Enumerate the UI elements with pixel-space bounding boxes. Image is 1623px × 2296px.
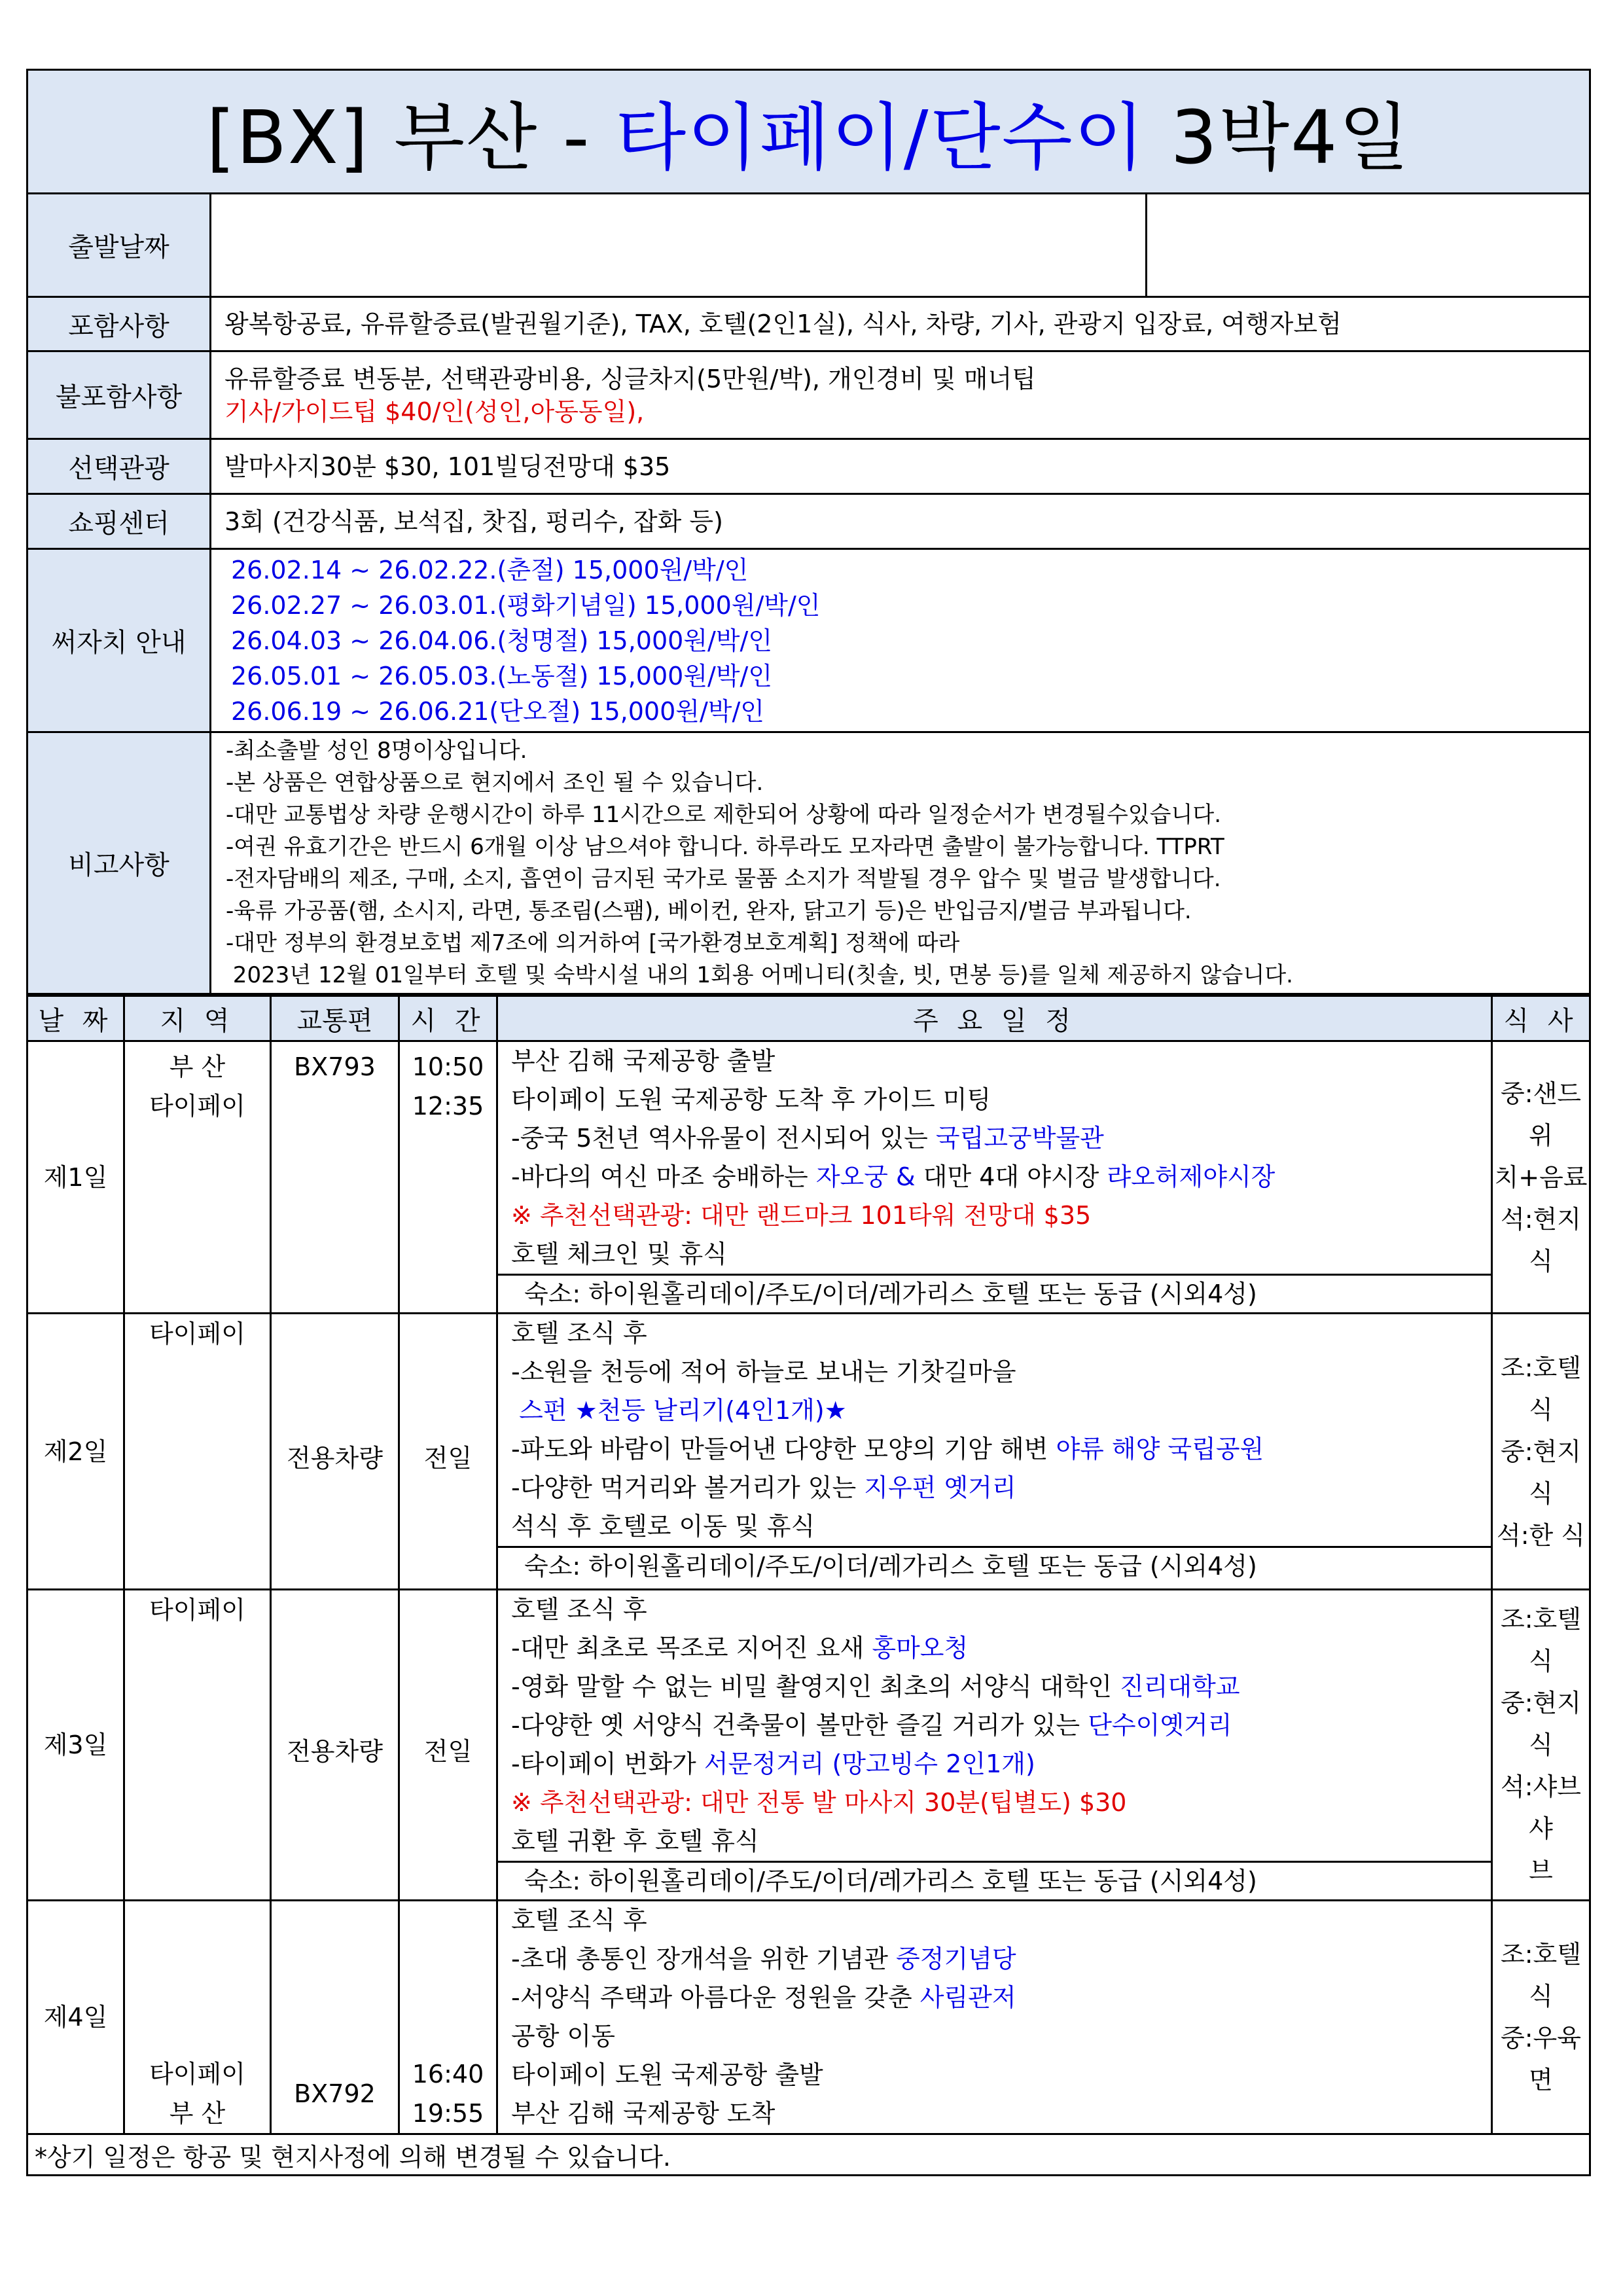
itinerary-line — [511, 1784, 1491, 1822]
itinerary-line — [511, 2094, 1491, 2133]
itinerary-text: -타이페이 번화가 — [511, 1749, 704, 1778]
hotel-info: 숙소: 하이원홀리데이/주도/이더/레가리스 호텔 또는 동급 (시외4성) — [498, 1546, 1491, 1585]
header-time: 시 간 — [399, 996, 497, 1041]
itinerary-text: 자오궁 & — [815, 1162, 916, 1191]
departure-label: 출발날짜 — [27, 194, 211, 297]
optional-tour-value: 발마사지30분 $30, 101빌딩전망대 $35 — [211, 439, 1590, 494]
itinerary-text: -바다의 여신 마조 숭배하는 — [511, 1162, 816, 1191]
footer-note: *상기 일정은 항공 및 현지사정에 의해 변경될 수 있습니다. — [27, 2134, 1590, 2176]
itinerary-line — [511, 1745, 1491, 1784]
itinerary-text: -다양한 옛 서양식 건축물이 볼만한 즐길 거리가 있는 — [511, 1711, 1088, 1740]
itinerary-text: 야류 해양 국립공원 — [1056, 1435, 1264, 1463]
header-itinerary: 주 요 일 정 — [497, 996, 1492, 1041]
title-prefix: [BX] 부산 - — [206, 95, 615, 181]
hotel-info: 숙소: 하이원홀리데이/주도/이더/레가리스 호텔 또는 동급 (시외4성) — [498, 1861, 1491, 1899]
itinerary-line — [511, 1119, 1491, 1158]
schedule-header — [27, 996, 1590, 1041]
day-region: 타이페이 — [124, 1314, 271, 1590]
included-value: 왕복항공료, 유류할증료(발권월기준), TAX, 호텔(2인1실), 식사, 차량, 기사, 관광지 입장료, 여행자보험 — [211, 297, 1590, 351]
itinerary-line — [511, 1822, 1491, 1861]
day-row — [27, 1901, 1590, 2134]
excluded-label: 불포함사항 — [27, 351, 211, 439]
itinerary-line — [511, 1590, 1491, 1629]
itinerary-line — [511, 1235, 1491, 1274]
itinerary-line — [511, 1469, 1491, 1507]
itinerary-text: 석식 후 호텔로 이동 및 휴식 — [511, 1512, 815, 1541]
remark-item: 2023년 12월 01일부터 호텔 및 숙박시설 내의 1회용 어메니티(칫솔, 빗, 면봉 등)를 일체 제공하지 않습니다. — [226, 961, 1293, 988]
day-itinerary — [497, 1041, 1492, 1314]
itinerary-text: 국립고궁박물관 — [935, 1124, 1104, 1153]
day-meal: 조:호텔식 중:현지식 석:한 식 — [1492, 1314, 1590, 1590]
excluded-value — [211, 351, 1590, 439]
surcharge-item: 26.02.14 ~ 26.02.22.(춘절) 15,000원/박/인 — [231, 555, 749, 584]
surcharge-item: 26.04.03 ~ 26.04.06.(청명절) 15,000원/박/인 — [231, 626, 773, 655]
header-region: 지 역 — [124, 996, 271, 1041]
surcharge-item: 26.02.27 ~ 26.03.01.(평화기념일) 15,000원/박/인 — [231, 590, 821, 620]
itinerary-line — [511, 1158, 1491, 1196]
day-region: 타이페이 부 산 — [124, 1901, 271, 2134]
itinerary-text: 홍마오청 — [872, 1634, 969, 1662]
itinerary-lines — [498, 1590, 1491, 1861]
day-itinerary — [497, 1590, 1492, 1901]
itinerary-line — [511, 1668, 1491, 1706]
day-row — [27, 1314, 1590, 1590]
remarks-list — [211, 732, 1590, 994]
day-meal: 조:호텔식 중:우육면 — [1492, 1901, 1590, 2134]
itinerary-text: 호텔 조식 후 — [511, 1595, 647, 1624]
itinerary-text: -초대 총통인 장개석을 위한 기념관 — [511, 1945, 897, 1973]
day-meal: 조:호텔식 중:현지식 석:샤브샤 브 — [1492, 1590, 1590, 1901]
excluded-tip-line: 기사/가이드팁 $40/인(성인,아동동일), — [224, 397, 645, 426]
title-highlight: 타이페이/단수이 — [615, 95, 1147, 181]
header-date: 날 짜 — [27, 996, 124, 1041]
itinerary-line — [511, 1979, 1491, 2017]
itinerary-text: -중국 5천년 역사유물이 전시되어 있는 — [511, 1124, 936, 1153]
day-row — [27, 1041, 1590, 1314]
remark-item: -최소출발 성인 8명이상입니다. — [226, 737, 527, 764]
day-time: 전일 — [399, 1590, 497, 1901]
itinerary-line — [511, 1430, 1491, 1469]
itinerary-text: -대만 최초로 목조로 지어진 요새 — [511, 1634, 872, 1662]
title-suffix: 3박4일 — [1146, 95, 1411, 181]
itinerary-text: 타이페이 도원 국제공항 출발 — [511, 2060, 823, 2089]
shopping-label: 쇼핑센터 — [27, 494, 211, 549]
header-meal: 식 사 — [1492, 996, 1590, 1041]
itinerary-line — [511, 1629, 1491, 1668]
day-transport: BX792 — [271, 1901, 399, 2134]
day-time: 전일 — [399, 1314, 497, 1590]
day-transport: 전용차량 — [271, 1590, 399, 1901]
itinerary-text: 호텔 조식 후 — [511, 1319, 647, 1348]
itinerary-line — [511, 1081, 1491, 1119]
itinerary-line — [511, 2017, 1491, 2056]
itinerary-text: 타이페이 도원 국제공항 도착 후 가이드 미팅 — [511, 1085, 991, 1114]
info-table — [26, 69, 1591, 995]
itinerary-text: 랴오허제야시장 — [1107, 1162, 1275, 1191]
itinerary-lines — [498, 1042, 1491, 1274]
itinerary-lines — [498, 1314, 1491, 1546]
day-itinerary — [497, 1901, 1492, 2134]
remark-item: -대만 교통법상 차량 운행시간이 하루 11시간으로 제한되어 상황에 따라 일정순서가 변경될수있습니다. — [226, 801, 1222, 828]
day-transport: BX793 — [271, 1041, 399, 1314]
itinerary-text: -서양식 주택과 아름다운 정원을 갖춘 — [511, 1983, 920, 2012]
itinerary-line — [511, 1353, 1491, 1391]
surcharge-item: 26.05.01 ~ 26.05.03.(노동절) 15,000원/박/인 — [231, 661, 773, 691]
itinerary-text: -소원을 천등에 적어 하늘로 보내는 기찻길마을 — [511, 1357, 1016, 1386]
surcharge-label: 써자치 안내 — [27, 549, 211, 732]
day-region: 타이페이 — [124, 1590, 271, 1901]
remarks-label: 비고사항 — [27, 732, 211, 994]
itinerary-text: 스펀 ★천등 날리기(4인1개)★ — [511, 1396, 847, 1425]
itinerary-text: 호텔 조식 후 — [511, 1906, 647, 1935]
itinerary-line — [511, 1196, 1491, 1235]
itinerary-line — [511, 1507, 1491, 1546]
day-label: 제2일 — [27, 1314, 124, 1590]
day-rows — [27, 1041, 1590, 2134]
page-title — [27, 70, 1590, 194]
itinerary-text: ※ 추천선택관광: 대만 전통 발 마사지 30분(팁별도) $30 — [511, 1788, 1127, 1817]
itinerary-line — [511, 1314, 1491, 1353]
day-meal: 중:샌드위 치+음료 석:현지식 — [1492, 1041, 1590, 1314]
itinerary-text: 사림관저 — [919, 1983, 1016, 2012]
itinerary-line — [511, 1901, 1491, 1940]
day-transport: 전용차량 — [271, 1314, 399, 1590]
remark-item: -전자담배의 제조, 구매, 소지, 흡연이 금지된 국가로 물품 소지가 적발될 경우 압수 및 벌금 발생합니다. — [226, 865, 1221, 892]
itinerary-line — [511, 2056, 1491, 2094]
day-itinerary — [497, 1314, 1492, 1590]
included-label: 포함사항 — [27, 297, 211, 351]
itinerary-text: 부산 김해 국제공항 출발 — [511, 1047, 776, 1075]
itinerary-line — [511, 1706, 1491, 1745]
departure-date-field[interactable] — [211, 194, 1147, 297]
itinerary-line — [511, 1940, 1491, 1979]
optional-tour-label: 선택관광 — [27, 439, 211, 494]
schedule-table — [26, 995, 1591, 2176]
itinerary-text: -다양한 먹거리와 볼거리가 있는 — [511, 1473, 865, 1502]
itinerary-lines — [498, 1901, 1491, 2133]
remark-item: -여권 유효기간은 반드시 6개월 이상 남으셔야 합니다. 하루라도 모자라면 출발이 불가능합니다. TTPRT — [226, 833, 1224, 860]
itinerary-text: ※ 추천선택관광: 대만 랜드마크 101타워 전망대 $35 — [511, 1201, 1092, 1230]
itinerary-text: 단수이옛거리 — [1088, 1711, 1232, 1740]
itinerary-text: 호텔 체크인 및 휴식 — [511, 1240, 727, 1268]
shopping-value: 3회 (건강식품, 보석집, 찻집, 펑리수, 잡화 등) — [211, 494, 1590, 549]
itinerary-text: 지우펀 옛거리 — [864, 1473, 1016, 1502]
itinerary-text: 진리대학교 — [1120, 1672, 1240, 1701]
day-row — [27, 1590, 1590, 1901]
itinerary-text: 중정기념당 — [896, 1945, 1016, 1973]
remark-item: -육류 가공품(햄, 소시지, 라면, 통조림(스팸), 베이컨, 완자, 닭고기 등)은 반입금지/벌금 부과됩니다. — [226, 897, 1192, 924]
remark-item: -본 상품은 연합상품으로 현지에서 조인 될 수 있습니다. — [226, 769, 764, 796]
day-label: 제1일 — [27, 1041, 124, 1314]
itinerary-text: -영화 말할 수 없는 비밀 촬영지인 최초의 서양식 대학인 — [511, 1672, 1120, 1701]
itinerary-text: 대만 4대 야시장 — [915, 1162, 1107, 1191]
surcharge-list — [211, 549, 1590, 732]
header-transport: 교통편 — [271, 996, 399, 1041]
itinerary-text: 서문정거리 (망고빙수 2인1개) — [704, 1749, 1035, 1778]
day-time: 16:40 19:55 — [399, 1901, 497, 2134]
day-time: 10:50 12:35 — [399, 1041, 497, 1314]
itinerary-sheet — [26, 69, 1589, 2176]
departure-extra-field[interactable] — [1147, 194, 1590, 297]
excluded-line: 유류할증료 변동분, 선택관광비용, 싱글차지(5만원/박), 개인경비 및 매너팁 — [224, 364, 1036, 393]
itinerary-text: 호텔 귀환 후 호텔 휴식 — [511, 1827, 759, 1856]
day-region: 부 산 타이페이 — [124, 1041, 271, 1314]
remark-item: -대만 정부의 환경보호법 제7조에 의거하여 [국가환경보호계획] 정책에 따라 — [226, 929, 960, 956]
itinerary-line — [511, 1391, 1491, 1430]
itinerary-text: 공항 이동 — [511, 2022, 615, 2051]
itinerary-line — [511, 1042, 1491, 1081]
hotel-info: 숙소: 하이원홀리데이/주도/이더/레가리스 호텔 또는 동급 (시외4성) — [498, 1274, 1491, 1312]
day-label: 제4일 — [27, 1901, 124, 2134]
itinerary-text: -파도와 바람이 만들어낸 다양한 모양의 기암 해변 — [511, 1435, 1056, 1463]
surcharge-item: 26.06.19 ~ 26.06.21(단오절) 15,000원/박/인 — [231, 696, 764, 726]
itinerary-text: 부산 김해 국제공항 도착 — [511, 2099, 776, 2128]
day-label: 제3일 — [27, 1590, 124, 1901]
